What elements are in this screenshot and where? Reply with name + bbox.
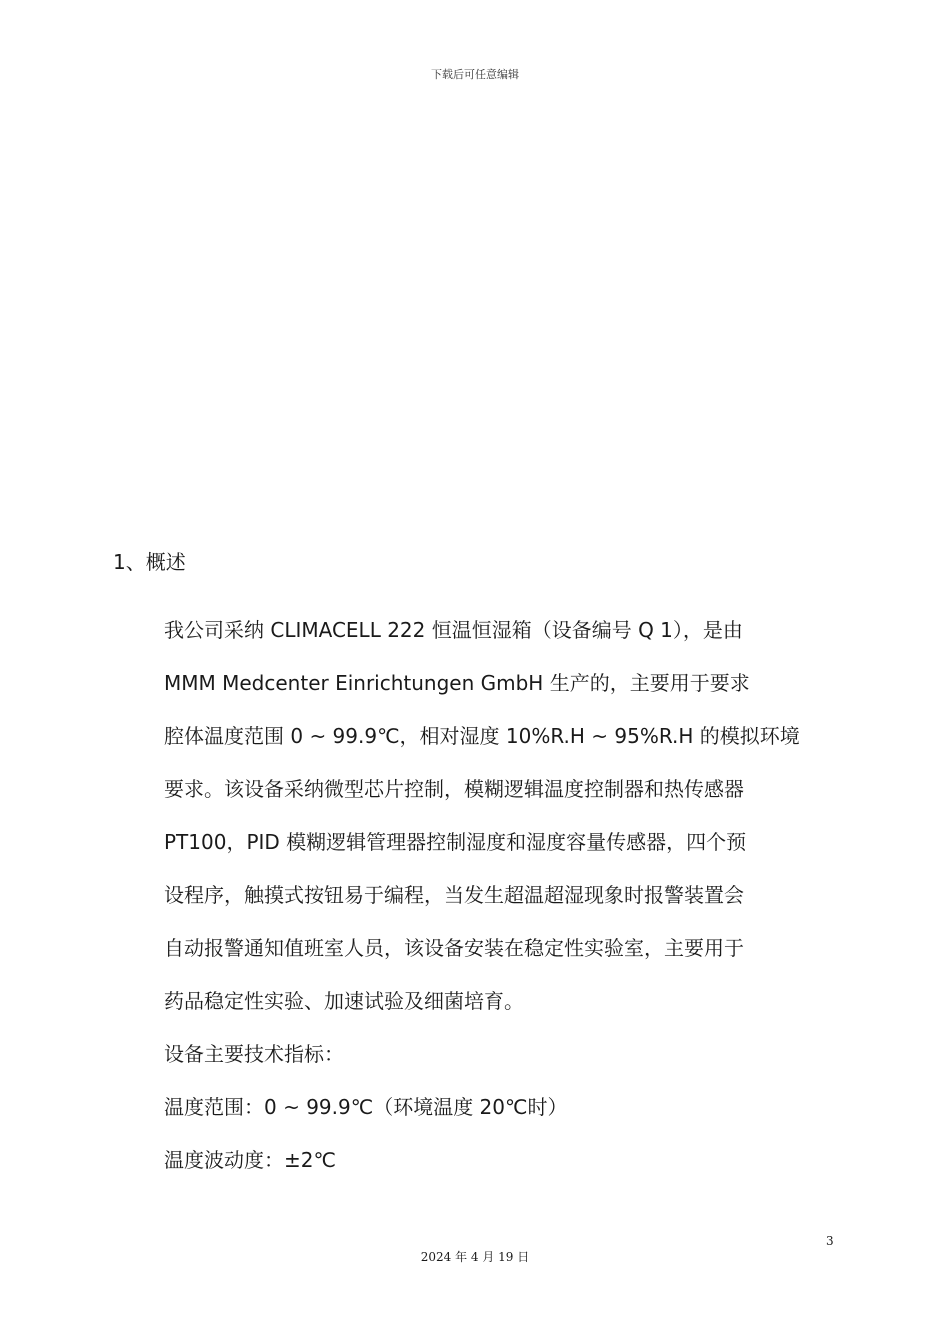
spec-line: 温度波动度：±2℃ [164, 1148, 336, 1172]
paragraph-line: 自动报警通知值班室人员，该设备安装在稳定性实验室，主要用于 [164, 936, 744, 960]
footer-date: 2024 年 4 月 19 日 [420, 1250, 530, 1264]
page-number: 3 [826, 1234, 834, 1248]
section-heading: 1、概述 [113, 550, 186, 574]
paragraph-line: 要求。该设备采纳微型芯片控制，模糊逻辑温度控制器和热传感器 [164, 777, 744, 801]
paragraph-line: 我公司采纳 CLIMACELL 222 恒温恒湿箱（设备编号 Q 1），是由 [164, 618, 743, 642]
spec-line: 温度范围：0 ~ 99.9℃（环境温度 20℃时） [164, 1095, 568, 1119]
spec-title: 设备主要技术指标： [164, 1042, 344, 1066]
paragraph-line: 设程序，触摸式按钮易于编程，当发生超温超湿现象时报警装置会 [164, 883, 744, 907]
section-body [164, 604, 836, 1187]
paragraph-line: MMM Medcenter Einrichtungen GmbH 生产的，主要用于要求 [164, 671, 750, 695]
paragraph-line: 药品稳定性实验、加速试验及细菌培育。 [164, 989, 524, 1013]
paragraph-line: PT100，PID 模糊逻辑管理器控制湿度和湿度容量传感器，四个预 [164, 830, 747, 854]
header-note: 下载后可任意编辑 [431, 68, 519, 81]
paragraph-line: 腔体温度范围 0 ~ 99.9℃，相对湿度 10%R.H ~ 95%R.H 的模拟环境 [164, 724, 800, 748]
